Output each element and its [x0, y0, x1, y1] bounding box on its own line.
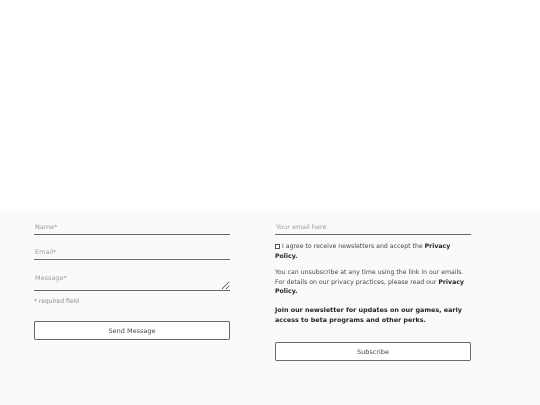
message-textarea[interactable] [34, 274, 230, 291]
privacy-policy-link-2[interactable]: Privacy Policy. [275, 278, 464, 295]
unsubscribe-note [275, 268, 471, 297]
email-input[interactable] [34, 247, 230, 260]
forms-section [0, 211, 540, 405]
newsletter-pitch: Join our newsletter for updates on our games, early access to beta programs and other perks. [275, 306, 462, 324]
newsletter-email-input[interactable] [275, 222, 471, 235]
required-field-note: * required field [34, 298, 79, 305]
privacy-policy-link[interactable]: Privacy Policy. [275, 243, 451, 260]
send-message-button[interactable]: Send Message [34, 321, 230, 340]
name-input[interactable] [34, 222, 230, 235]
consent-text: I agree to receive newsletters and accept the [282, 243, 425, 250]
consent-checkbox[interactable] [275, 244, 280, 249]
unsubscribe-text: You can unsubscribe at any time using the link in our emails. For details on our privacy practices, please read our [275, 269, 464, 286]
subscribe-button[interactable]: Subscribe [275, 342, 471, 361]
consent-row [275, 242, 471, 261]
